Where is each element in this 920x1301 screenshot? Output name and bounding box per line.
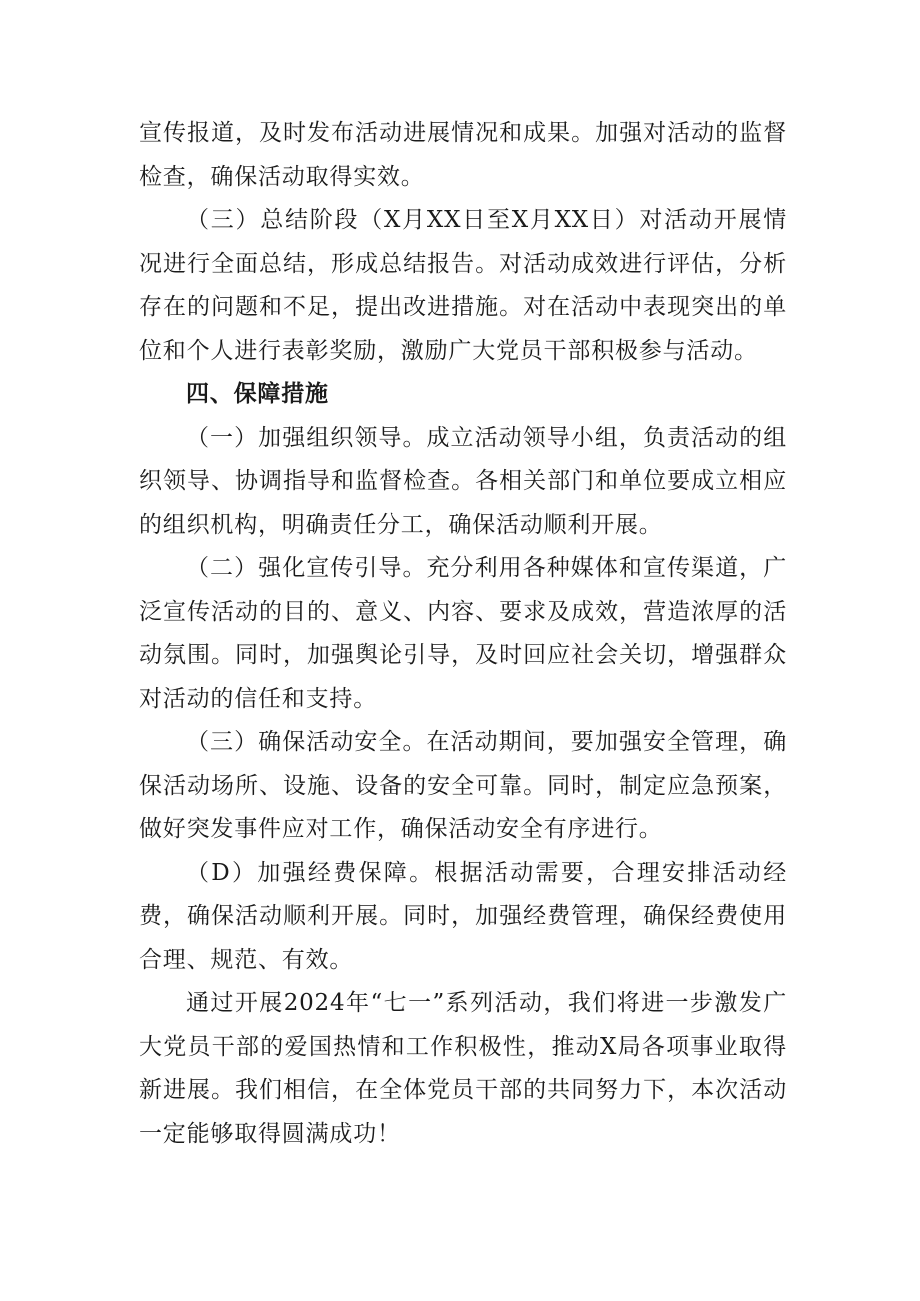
paragraph-summary-phase: （三）总结阶段（X月XX日至X月XX日）对活动开展情况进行全面总结，形成总结报告。对活动成效进行评估，分析存在的问题和不足，提出改进措施。对在活动中表现突出的单位和个人进行表彰奖励，激励广大党员干部积极参与活动。 <box>139 207 787 364</box>
paragraph-activity-safety: （三）确保活动安全。在活动期间，要加强安全管理，确保活动场所、设施、设备的安全可靠。同时，制定应急预案，做好突发事件应对工作，确保活动安全有序进行。 <box>139 729 787 842</box>
paragraph-organization-leadership: （一）加强组织领导。成立活动领导小组，负责活动的组织领导、协调指导和监督检查。各相关部门和单位要成立相应的组织机构，明确责任分工，确保活动顺利开展。 <box>139 424 787 538</box>
document-body <box>139 112 787 1156</box>
paragraph-publicity-continuation: 宣传报道，及时发布活动进展情况和成果。加强对活动的监督检查，确保活动取得实效。 <box>139 120 787 190</box>
paragraph-publicity-guidance: （二）强化宣传引导。充分利用各种媒体和宣传渠道，广泛宣传活动的目的、意义、内容、要求及成效，营造浓厚的活动氛围。同时，加强舆论引导，及时回应社会关切，增强群众对活动的信任和支持。 <box>139 555 787 712</box>
paragraph-funding-guarantee: （D）加强经费保障。根据活动需要，合理安排活动经费，确保活动顺利开展。同时，加强经费管理，确保经费使用合理、规范、有效。 <box>139 859 787 973</box>
paragraph-conclusion: 通过开展2024年“七一”系列活动，我们将进一步激发广大党员干部的爱国热情和工作积极性，推动X局各项事业取得新进展。我们相信，在全体党员干部的共同努力下，本次活动一定能够取得圆满成功！ <box>139 990 787 1147</box>
section-heading-safeguards: 四、保障措施 <box>186 381 329 407</box>
